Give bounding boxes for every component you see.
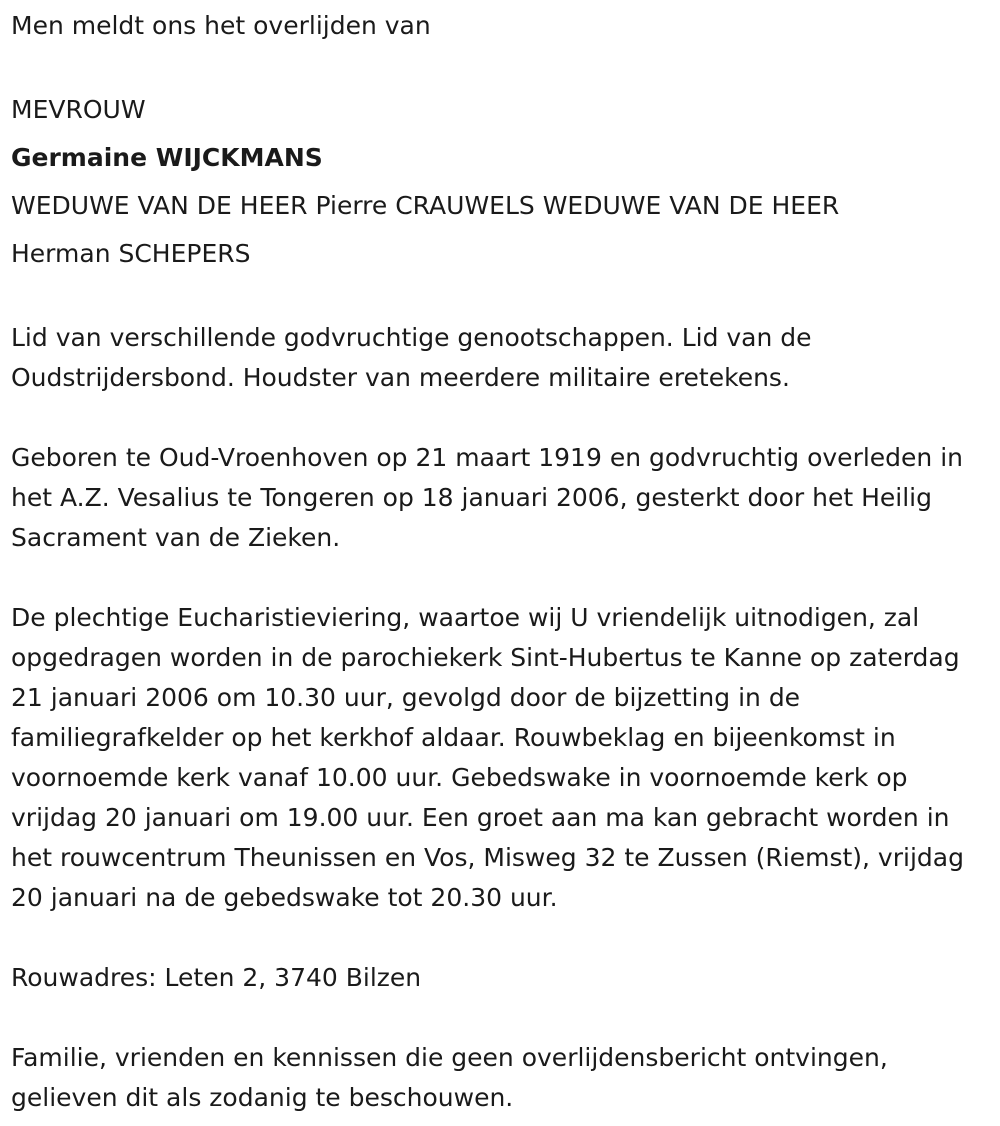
- widow-line-1: WEDUWE VAN DE HEER Pierre CRAUWELS WEDUWE VAN DE HEER: [11, 191, 840, 220]
- closing-paragraph: Familie, vrienden en kennissen die geen overlijdensbericht ontvingen, gelieven dit als zodanig te beschouwen.: [11, 1043, 888, 1112]
- ceremony-paragraph: De plechtige Eucharistieviering, waartoe wij U vriendelijk uitnodigen, zal opgedragen worden in de parochiekerk Sint-Hubertus te Kanne op zaterdag 21 januari 2006 om 10.30 uur, gevolgd door de bijzetting in de familiegrafkelder op het kerkhof aldaar. Rouwbeklag en bijeenkomst in voornoemde kerk vanaf 10.00 uur. Gebedswake in voornoemde kerk op vrijdag 20 januari om 19.00 uur. Een groet aan ma kan gebracht worden in het rouwcentrum Theunissen en Vos, Misweg 32 te Zussen (Riemst), vrijdag 20 januari na de gebedswake tot 20.30 uur.: [11, 603, 964, 912]
- address-line: Rouwadres: Leten 2, 3740 Bilzen: [11, 963, 422, 992]
- birth-death-paragraph: Geboren te Oud-Vroenhoven op 21 maart 1919 en godvruchtig overleden in het A.Z. Vesalius te Tongeren op 18 januari 2006, gesterkt door het Heilig Sacrament van de Zieken.: [11, 443, 964, 552]
- deceased-block: [11, 86, 990, 278]
- intro-line: Men meldt ons het overlijden van: [11, 11, 431, 40]
- memberships-paragraph: Lid van verschillende godvruchtige genootschappen. Lid van de Oudstrijdersbond. Houdster van meerdere militaire eretekens.: [11, 323, 812, 392]
- deceased-name: Germaine WIJCKMANS: [11, 143, 323, 172]
- title-line: MEVROUW: [11, 95, 146, 124]
- widow-line-2: Herman SCHEPERS: [11, 239, 251, 268]
